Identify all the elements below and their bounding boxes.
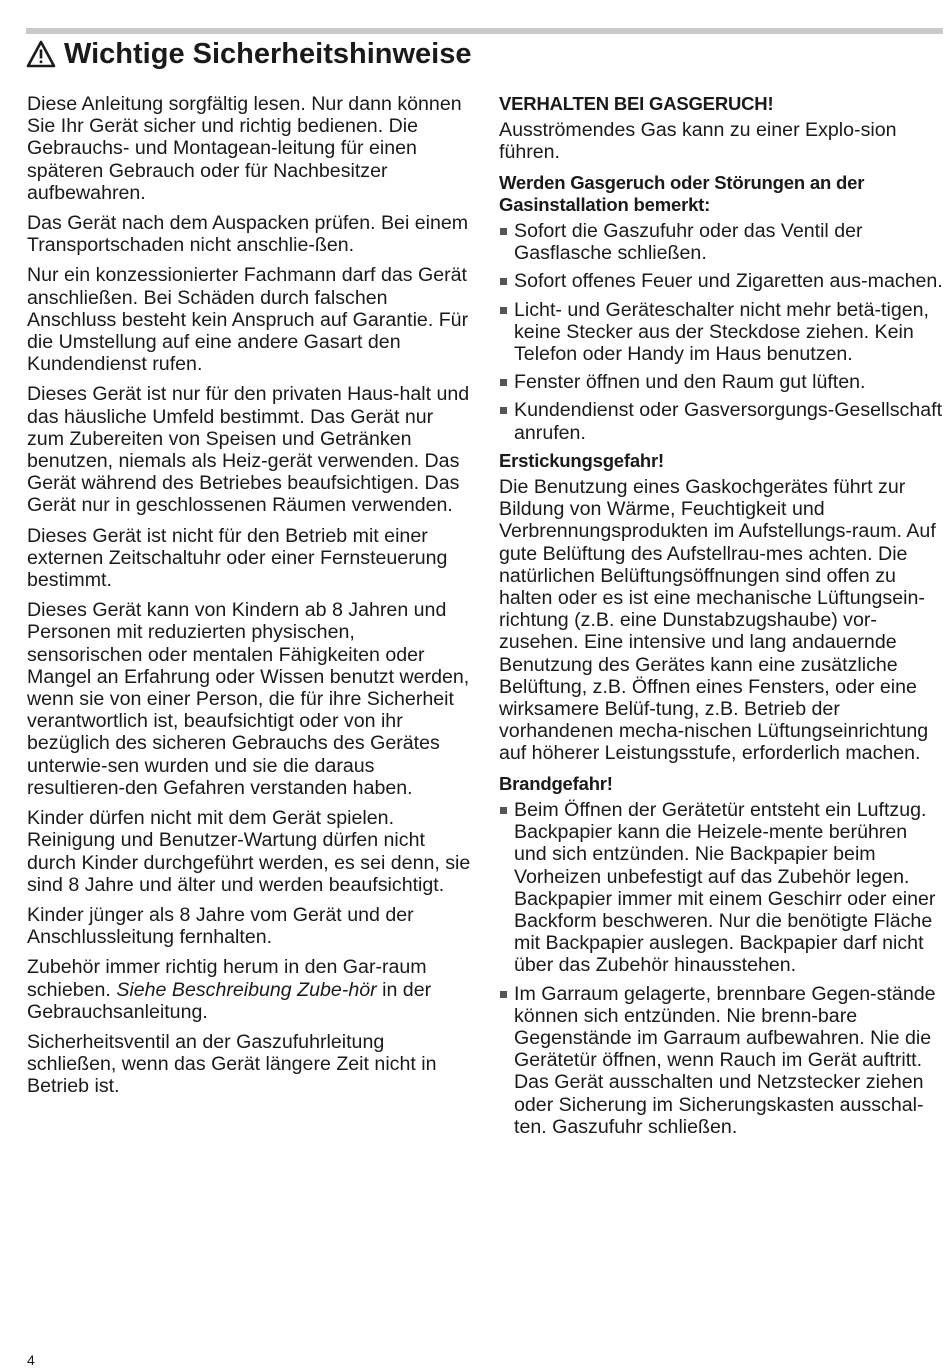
- list-item: [499, 220, 943, 264]
- list-item: [499, 799, 943, 977]
- square-bullet-icon: [500, 278, 507, 285]
- fire-instructions-list: [499, 799, 943, 1138]
- gas-smell-heading: VERHALTEN BEI GASGERUCH!: [499, 93, 774, 114]
- square-bullet-icon: [500, 379, 507, 386]
- list-item-text: Fenster öffnen und den Raum gut lüften.: [514, 371, 866, 394]
- paragraph-check-device: Das Gerät nach dem Auspacken prüfen. Bei einem Transportschaden nicht anschlie-ßen.: [27, 212, 469, 257]
- square-bullet-icon: [500, 407, 507, 414]
- paragraph-safety-valve: Sicherheitsventil an der Gaszufuhrleitung schließen, wenn das Gerät längere Zeit nicht in Betrieb ist.: [27, 1030, 437, 1098]
- paragraph-accessories: [27, 956, 472, 1023]
- paragraph-children-play: Kinder dürfen nicht mit dem Gerät spielen. Reinigung und Benutzer-Wartung dürfen nicht durch Kinder durchgeführt werden, es sei denn, sie sind 8 Jahre und älter und werden beaufsichtigt.: [27, 807, 471, 896]
- list-item-text: Kundendienst oder Gasversorgungs-Gesellschaft anrufen.: [514, 399, 943, 444]
- warning-triangle-icon: [26, 40, 56, 68]
- list-item: [499, 270, 943, 292]
- gas-subheading: Werden Gasgeruch oder Störungen an der Gasinstallation bemerkt:: [499, 171, 865, 215]
- suffocation-text: Die Benutzung eines Gaskochgerätes führt zur Bildung von Wärme, Feuchtigkeit und Verbrennungsprodukten im Aufstellungs-raum. Auf gute Belüftung des Aufstellrau-mes achten. Die natürlichen Belüftungsöffnungen sind offen zu halten oder es ist eine mechanische Lüftungsein-richtung (z.B. eine Dunstabzugshaube) vor-zusehen. Eine intensive und lang andauernde Benutzung des Gerätes kann eine zusätzliche Belüftung, z.B. Öffnen eines Fensters, oder eine wirksamere Belüf-tung, z.B. Betrieb der vorhandenen mecha-nischen Lüftungseinrichtung auf höherer Leistungsstufe, erforderlich machen.: [499, 476, 936, 765]
- list-item-text: Licht- und Geräteschalter nicht mehr betä-tigen, keine Stecker aus der Steckdose ziehen. Kein Telefon oder Handy im Haus benutzen.: [514, 298, 929, 366]
- list-item: [499, 371, 943, 393]
- page-title: [26, 36, 471, 72]
- square-bullet-icon: [500, 807, 507, 814]
- gas-instructions-list: [499, 220, 943, 444]
- list-item: [499, 299, 943, 366]
- list-item-text: Im Garraum gelagerte, brennbare Gegen-stände können sich entzünden. Nie brenn-bare Gegenstände im Garraum aufbewahren. Nie die Gerätetür öffnen, wenn Rauch im Gerät auftritt. Das Gerät ausschalten und Netzstecker ziehen oder Sicherung im Sicherungskasten ausschal-ten. Gaszufuhr schließen.: [514, 982, 936, 1138]
- square-bullet-icon: [500, 228, 507, 235]
- page-title-text: Wichtige Sicherheitshinweise: [64, 37, 472, 70]
- list-item: [499, 399, 943, 443]
- page-number: 4: [27, 1352, 35, 1368]
- header-rule: [26, 28, 943, 34]
- left-column: [27, 93, 472, 1106]
- fire-heading: Brandgefahr!: [499, 772, 613, 794]
- list-item-text: Sofort die Gaszufuhr oder das Ventil der Gasflasche schließen.: [514, 220, 863, 265]
- right-column: [499, 93, 943, 1144]
- square-bullet-icon: [500, 991, 507, 998]
- paragraph-qualified-installer: Nur ein konzessionierter Fachmann darf das Gerät anschließen. Bei Schäden durch falschen Anschluss besteht kein Anspruch auf Garantie. Für die Umstellung auf eine andere Gasart den Kundendienst rufen.: [27, 264, 469, 376]
- accessories-reference: Siehe Beschreibung Zube-hör: [116, 978, 377, 1001]
- paragraph-no-timer: Dieses Gerät ist nicht für den Betrieb mit einer externen Zeitschaltuhr oder einer Fernsteuerung bestimmt.: [27, 524, 448, 592]
- paragraph-intended-use: Dieses Gerät ist nur für den privaten Haus-halt und das häusliche Umfeld bestimmt. Das Gerät nur zum Zubereiten von Speisen und Getränken benutzen, niemals als Heiz-gerät verwenden. Das Gerät während des Betriebes beaufsichtigen. Das Gerät nur in geschlossenen Räumen verwenden.: [27, 383, 470, 517]
- list-item: [499, 983, 943, 1138]
- gas-intro: Ausströmendes Gas kann zu einer Explo-sion führen.: [499, 119, 897, 164]
- paragraph-children-persons: Dieses Gerät kann von Kindern ab 8 Jahren und Personen mit reduzierten physischen, sensorischen oder mentalen Fähigkeiten oder Mangel an Erfahrung oder Wissen benutzt werden, wenn sie von einer Person, die für ihre Sicherheit verantwortlich ist, beaufsichtigt oder von ihr bezüglich des sicheren Gebrauchs des Gerätes unterwie-sen wurden und sie die daraus resultieren-den Gefahren verstanden haben.: [27, 599, 470, 799]
- accessories-text-start: Zubehör immer richtig herum in den Gar-raum schieben.: [27, 956, 427, 1001]
- accessories-text-end: in der Gebrauchsanleitung.: [27, 978, 432, 1023]
- paragraph-children-under-8: Kinder jünger als 8 Jahre vom Gerät und der Anschlussleitung fernhalten.: [27, 903, 414, 949]
- suffocation-heading: Erstickungsgefahr!: [499, 449, 664, 471]
- paragraph-read-instructions: Diese Anleitung sorgfältig lesen. Nur dann können Sie Ihr Gerät sicher und richtig bedienen. Die Gebrauchs- und Montagean-leitung für einen späteren Gebrauch oder für Nachbesitzer aufbewahren.: [27, 93, 462, 204]
- square-bullet-icon: [500, 307, 507, 314]
- list-item-text: Beim Öffnen der Gerätetür entsteht ein Luftzug. Backpapier kann die Heizele-mente berühren und sich entzünden. Nie Backpapier beim Vorheizen unbefestigt auf das Zubehör legen. Backpapier immer mit einem Geschirr oder einer Backform beschweren. Nur die benötigte Fläche mit Backpapier auslegen. Backpapier darf nicht über das Zubehör hinausstehen.: [514, 798, 936, 977]
- list-item-text: Sofort offenes Feuer und Zigaretten aus-machen.: [514, 270, 943, 293]
